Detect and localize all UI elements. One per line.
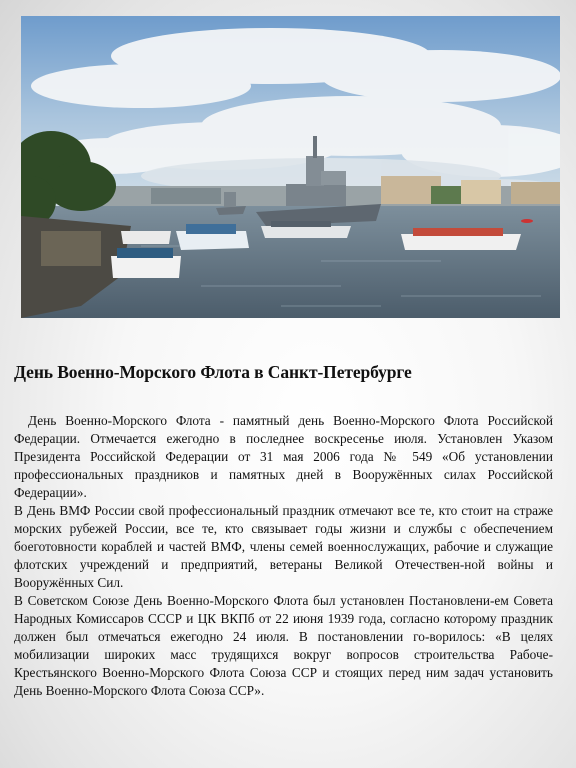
paragraph-1: День Военно-Морского Флота - памятный день Военно-Морского Флота Российской Федерации. Отмечается ежегодно в последнее воскресенье июля. Установлен Указом Президента Российской Федерации от 31 мая 2006 года № 549 «Об установлении профессиональных праздников и памятных дней в Вооружённых силах Российской Федерации». xyxy=(14,413,553,500)
page-title: День Военно-Морского Флота в Санкт-Петербурге xyxy=(14,362,412,382)
article-body xyxy=(14,412,553,700)
paragraph-2: В День ВМФ России свой профессиональный праздник отмечают все те, кто стоит на страже морских рубежей России, все те, кто связывает годы жизни и службы с обеспечением боеготовности кораблей и частей ВМФ, члены семей военнослужащих, рабочие и служащие флотских учреждений и предприятий, ветераны Великой Отечествен-ной войны и Вооружённых Сил. xyxy=(14,503,553,590)
paragraph-3: В Советском Союзе День Военно-Морского Флота был установлен Постановлени-ем Совета Народных Комиссаров СССР и ЦК ВКПб от 22 июня 1939 года, согласно которому праздник должен был отмечаться ежегодно 24 июля. В постановлении го-ворилось: «В целях мобилизации широких масс трудящихся вокруг вопросов строительства Рабоче-Крестьянского Военно-Морского Флота Союза ССР и стоящих перед ним задач установить День Военно-Морского Флота Союза ССР». xyxy=(14,593,553,698)
navy-day-photo xyxy=(21,16,560,318)
